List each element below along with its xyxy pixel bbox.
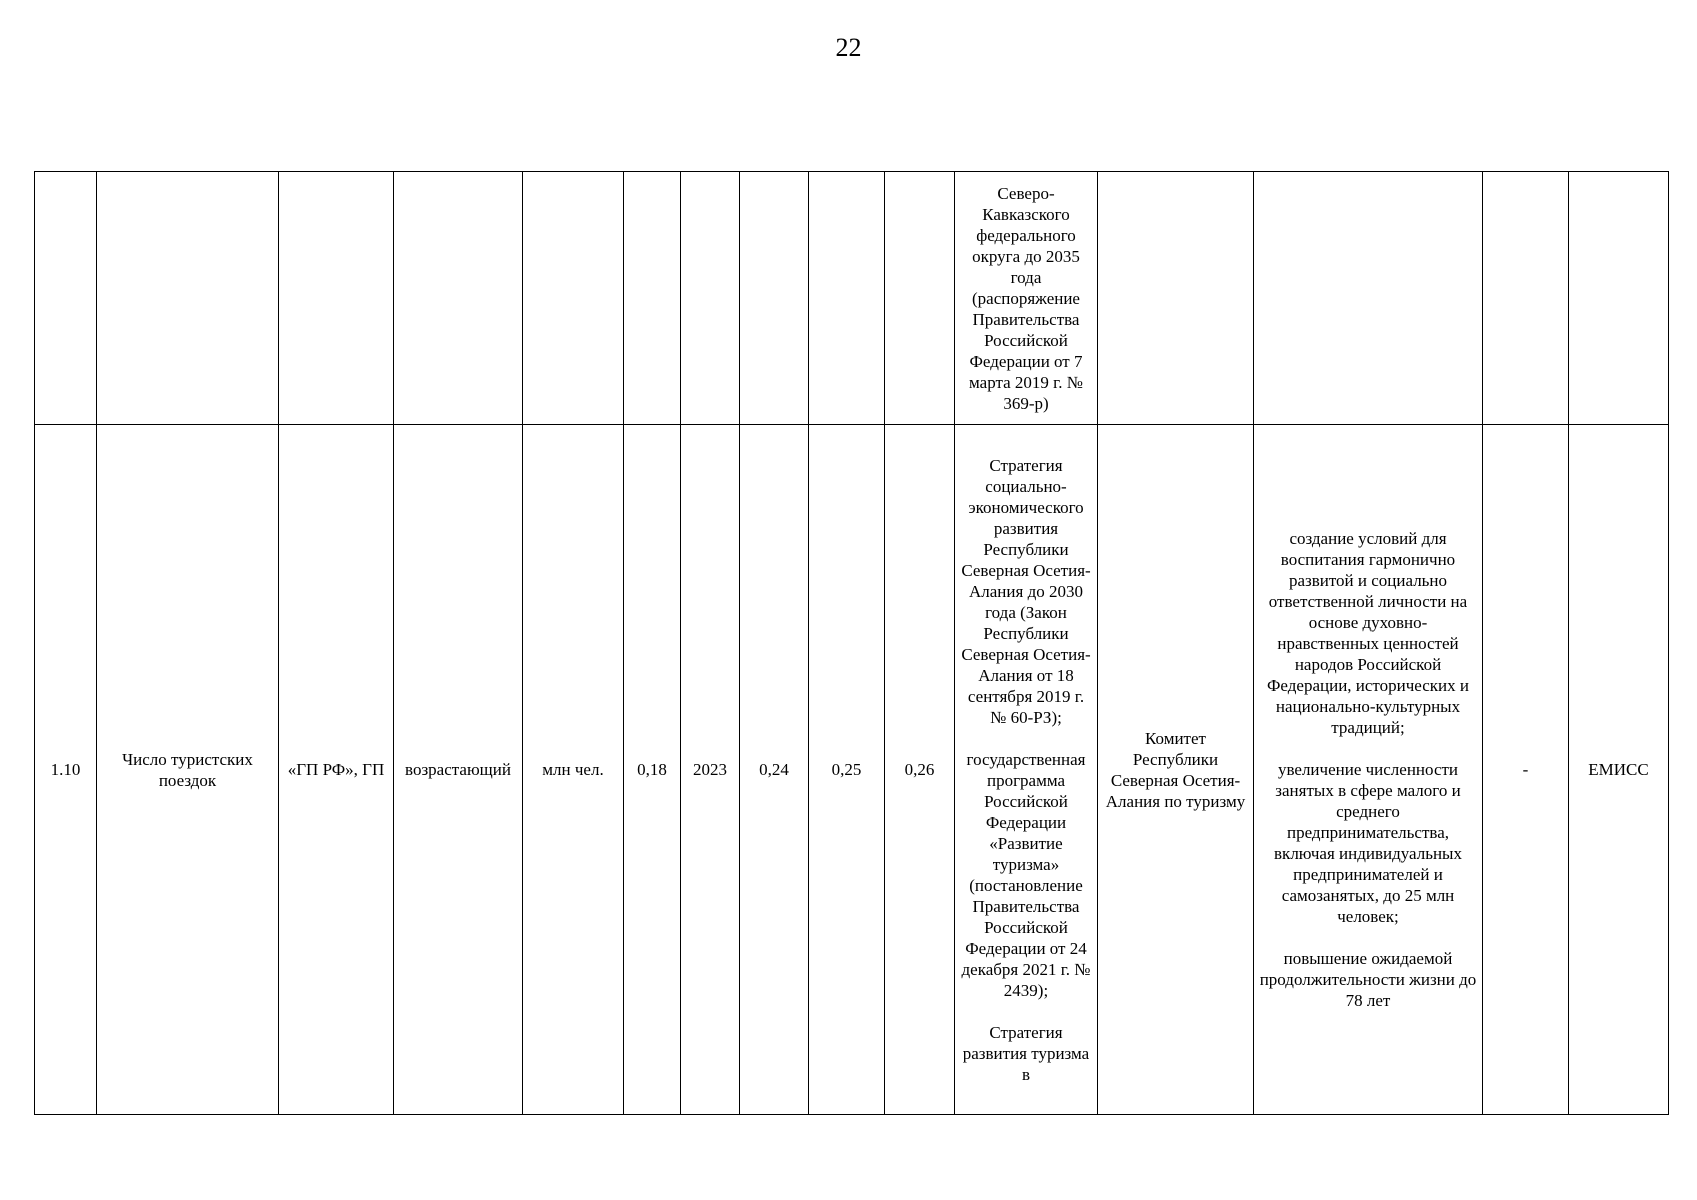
national-goal-item: увеличение численности занятых в сфере малого и среднего предпринимательства, включая индивидуальных предпринимателей и самозанятых, до 25 млн человек; <box>1274 760 1462 926</box>
document-item: Стратегия социально-экономического развития Республики Северная Осетия-Алания до 2030 года (Закон Республики Северная Осетия-Алания от 18 сентября 2019 г. № 60-РЗ); <box>961 455 1091 727</box>
cell-documents-continued: Северо-Кавказского федерального округа до 2035 года (распоряжение Правительства Российской Федерации от 7 марта 2019 г. № 369-р) <box>955 172 1098 425</box>
cell-trend <box>394 172 523 425</box>
cell-base-year: 2023 <box>681 425 740 1115</box>
cell-name <box>97 172 279 425</box>
page-number: 22 <box>835 33 862 62</box>
cell-indicator-name: Число туристских поездок <box>97 425 279 1115</box>
cell-documents <box>955 425 1098 1115</box>
cell-responsible: Комитет Республики Северная Осетия-Алания по туризму <box>1098 425 1254 1115</box>
national-goal-item: повышение ожидаемой продолжительности жизни до 78 лет <box>1259 949 1477 1010</box>
table-row-indicator-1-10 <box>35 425 1669 1115</box>
table-row-continued <box>35 172 1669 425</box>
cell-unit <box>523 172 624 425</box>
cell-national-goals <box>1254 425 1483 1115</box>
cell-trend: возрастающий <box>394 425 523 1115</box>
cell-unit: млн чел. <box>523 425 624 1115</box>
cell-information-system: ЕМИСС <box>1569 425 1669 1115</box>
cell-responsible <box>1098 172 1254 425</box>
cell-national-goals <box>1254 172 1483 425</box>
national-goal-item: создание условий для воспитания гармонично развитой и социально ответственной личности на основе духовно-нравственных ценностей народов Российской Федерации, исторических и национально-культурных традиций; <box>1267 529 1469 737</box>
cell-value-3 <box>885 172 955 425</box>
cell-level: «ГП РФ», ГП <box>279 425 394 1115</box>
document-item: Стратегия развития туризма в <box>962 1022 1090 1084</box>
cell-base-value: 0,18 <box>624 425 681 1115</box>
cell-value-1: 0,24 <box>740 425 809 1115</box>
document-item: государственная программа Российской Федерации «Развитие туризма» (постановление Правительства Российской Федерации от 24 декабря 2021 г. № 2439); <box>961 749 1091 1000</box>
indicators-table <box>34 171 1669 1115</box>
cell-number <box>35 172 97 425</box>
cell-base-value <box>624 172 681 425</box>
cell-level <box>279 172 394 425</box>
cell-related <box>1483 172 1569 425</box>
cell-related: - <box>1483 425 1569 1115</box>
cell-value-3: 0,26 <box>885 425 955 1115</box>
cell-value-2: 0,25 <box>809 425 885 1115</box>
cell-base-year <box>681 172 740 425</box>
cell-information-system <box>1569 172 1669 425</box>
cell-number: 1.10 <box>35 425 97 1115</box>
cell-value-1 <box>740 172 809 425</box>
cell-value-2 <box>809 172 885 425</box>
